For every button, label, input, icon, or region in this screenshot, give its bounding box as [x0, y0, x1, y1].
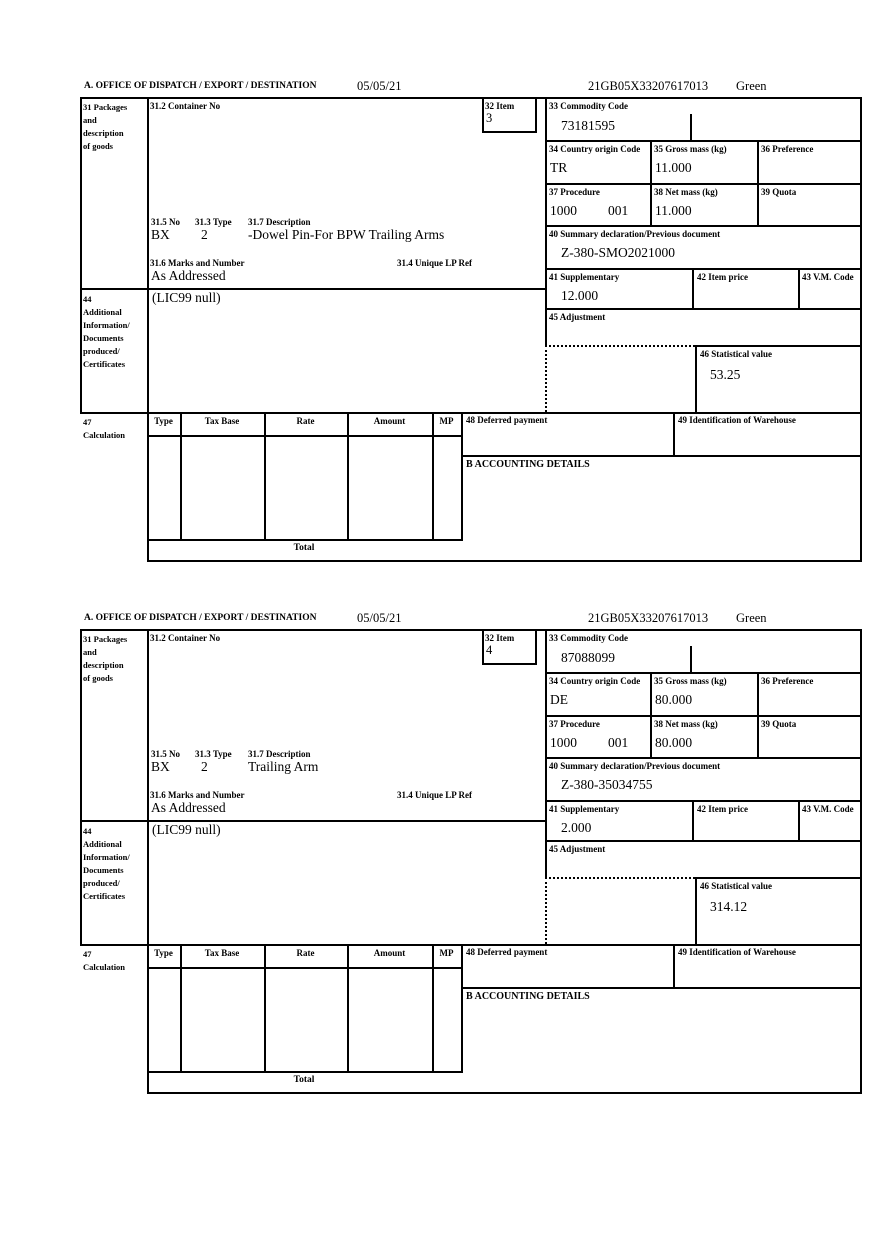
accounting-details-label: B ACCOUNTING DETAILS: [466, 459, 590, 470]
office-of-dispatch-label: A. OFFICE OF DISPATCH / EXPORT / DESTINATION: [84, 81, 317, 91]
divider: [798, 800, 800, 840]
supplementary-label: 41 Supplementary: [549, 272, 620, 282]
divider: [695, 345, 860, 347]
procedure-value: 1000: [550, 203, 577, 218]
commodity-code-label: 33 Commodity Code: [549, 101, 628, 111]
summary-declaration-value: Z-380-35034755: [561, 777, 653, 792]
divider: [461, 412, 463, 539]
calc-header-type: Type: [154, 416, 173, 426]
divider: [147, 629, 149, 1094]
vm-code-label: 43 V.M. Code: [802, 272, 854, 282]
description-label: 31.7 Description: [248, 217, 311, 227]
package-no-value: BX: [151, 227, 170, 242]
statistical-value-label: 46 Statistical value: [700, 349, 772, 359]
divider: [180, 412, 182, 539]
divider: [147, 1092, 862, 1094]
divider: [695, 345, 697, 412]
divider: [757, 140, 759, 225]
divider: [545, 183, 860, 185]
dotted-divider: [545, 877, 547, 944]
box44-additional-info-label: 44 Additional Information/ Documents produced/ Certificates: [83, 826, 130, 901]
divider: [80, 629, 82, 946]
marks-value: As Addressed: [151, 268, 226, 283]
statistical-value-label: 46 Statistical value: [700, 881, 772, 891]
declaration-reference: 21GB05X33207617013: [588, 611, 709, 625]
country-origin-label: 34 Country origin Code: [549, 676, 641, 686]
supplementary-value: 12.000: [561, 288, 599, 303]
divider: [80, 288, 545, 290]
divider: [147, 1071, 463, 1073]
divider: [692, 268, 694, 308]
warehouse-id-label: 49 Identification of Warehouse: [678, 415, 796, 425]
office-of-dispatch-label: A. OFFICE OF DISPATCH / EXPORT / DESTINATION: [84, 613, 317, 623]
divider: [545, 800, 860, 802]
divider: [80, 97, 82, 414]
gross-mass-value: 80.000: [655, 692, 693, 707]
procedure-additional-value: 001: [608, 735, 629, 750]
divider: [545, 308, 860, 310]
divider: [673, 944, 675, 987]
calc-header-amount: Amount: [373, 416, 406, 426]
item-number-value: 4: [486, 643, 493, 657]
declaration-item-block-1: [80, 79, 862, 564]
item-label: 32 Item: [485, 633, 515, 643]
item-price-label: 42 Item price: [697, 804, 748, 814]
warehouse-id-label: 49 Identification of Warehouse: [678, 947, 796, 957]
gross-mass-label: 35 Gross mass (kg): [654, 144, 727, 154]
divider: [347, 944, 349, 1071]
package-type-label: 31.3 Type: [195, 217, 232, 227]
package-no-value: BX: [151, 759, 170, 774]
quota-label: 39 Quota: [761, 719, 797, 729]
calc-header-mp: MP: [439, 948, 454, 958]
procedure-value: 1000: [550, 735, 577, 750]
package-no-label: 31.5 No: [151, 749, 180, 759]
calc-header-type: Type: [154, 948, 173, 958]
preference-label: 36 Preference: [761, 144, 814, 154]
divider: [147, 560, 862, 562]
box47-calculation-label: 47 Calculation: [83, 417, 126, 440]
procedure-label: 37 Procedure: [549, 719, 600, 729]
country-origin-label: 34 Country origin Code: [549, 144, 641, 154]
marks-label: 31.6 Marks and Number: [150, 258, 245, 268]
divider: [461, 455, 862, 457]
calc-header-rate: Rate: [296, 416, 315, 426]
item-price-label: 42 Item price: [697, 272, 748, 282]
dispatch-date: 05/05/21: [357, 79, 402, 93]
net-mass-label: 38 Net mass (kg): [654, 187, 718, 197]
description-value: Trailing Arm: [248, 759, 319, 774]
divider: [432, 944, 434, 1071]
calc-header-tax-base: Tax Base: [204, 416, 240, 426]
summary-declaration-value: Z-380-SMO2021000: [561, 245, 675, 260]
divider: [545, 715, 860, 717]
summary-declaration-label: 40 Summary declaration/Previous document: [549, 229, 721, 239]
divider: [545, 225, 860, 227]
package-no-label: 31.5 No: [151, 217, 180, 227]
divider: [650, 672, 652, 757]
divider: [650, 140, 652, 225]
vm-code-label: 43 V.M. Code: [802, 804, 854, 814]
divider: [80, 629, 862, 631]
divider: [180, 944, 182, 1071]
box31-packages-label: 31 Packages and description of goods: [83, 634, 128, 683]
routing-status: Green: [736, 611, 767, 625]
description-value: -Dowel Pin-For BPW Trailing Arms: [248, 227, 445, 242]
package-type-value: 2: [201, 759, 208, 774]
divider: [80, 820, 545, 822]
country-origin-value: TR: [550, 160, 568, 175]
dotted-divider: [545, 877, 695, 879]
commodity-code-tick: [690, 646, 692, 672]
divider: [798, 268, 800, 308]
package-type-value: 2: [201, 227, 208, 242]
gross-mass-label: 35 Gross mass (kg): [654, 676, 727, 686]
declaration-reference: 21GB05X33207617013: [588, 79, 709, 93]
divider: [80, 412, 862, 414]
divider: [695, 877, 860, 879]
calc-header-tax-base: Tax Base: [204, 948, 240, 958]
divider: [545, 140, 860, 142]
divider: [80, 97, 862, 99]
additional-info-value: (LIC99 null): [152, 290, 221, 305]
package-type-label: 31.3 Type: [195, 749, 232, 759]
divider: [432, 412, 434, 539]
deferred-payment-label: 48 Deferred payment: [466, 947, 548, 957]
divider: [347, 412, 349, 539]
description-label: 31.7 Description: [248, 749, 311, 759]
statistical-value: 53.25: [710, 367, 741, 382]
procedure-label: 37 Procedure: [549, 187, 600, 197]
divider: [860, 629, 862, 1094]
item-label: 32 Item: [485, 101, 515, 111]
divider: [757, 672, 759, 757]
divider: [692, 800, 694, 840]
supplementary-label: 41 Supplementary: [549, 804, 620, 814]
divider: [147, 539, 463, 541]
commodity-code-value: 87088099: [561, 650, 615, 665]
container-no-label: 31.2 Container No: [150, 101, 221, 111]
divider: [461, 987, 862, 989]
marks-label: 31.6 Marks and Number: [150, 790, 245, 800]
divider: [147, 967, 463, 969]
adjustment-label: 45 Adjustment: [549, 312, 606, 322]
divider: [545, 840, 860, 842]
declaration-item-block-2: [80, 611, 862, 1096]
item-number-value: 3: [486, 111, 493, 125]
unique-lp-ref-label: 31.4 Unique LP Ref: [397, 258, 473, 268]
divider: [147, 97, 149, 562]
dotted-divider: [545, 345, 695, 347]
box31-packages-label: 31 Packages and description of goods: [83, 102, 128, 151]
additional-info-value: (LIC99 null): [152, 822, 221, 837]
divider: [673, 412, 675, 455]
divider: [545, 757, 860, 759]
country-origin-value: DE: [550, 692, 568, 707]
commodity-code-tick: [690, 114, 692, 140]
deferred-payment-label: 48 Deferred payment: [466, 415, 548, 425]
statistical-value: 314.12: [710, 899, 748, 914]
divider: [545, 672, 860, 674]
dotted-divider: [545, 345, 547, 412]
calc-header-amount: Amount: [373, 948, 406, 958]
container-no-label: 31.2 Container No: [150, 633, 221, 643]
net-mass-value: 11.000: [655, 203, 692, 218]
marks-value: As Addressed: [151, 800, 226, 815]
summary-declaration-label: 40 Summary declaration/Previous document: [549, 761, 721, 771]
net-mass-label: 38 Net mass (kg): [654, 719, 718, 729]
total-label: Total: [293, 1075, 315, 1085]
divider: [545, 268, 860, 270]
divider: [147, 435, 463, 437]
gross-mass-value: 11.000: [655, 160, 692, 175]
divider: [461, 944, 463, 1071]
routing-status: Green: [736, 79, 767, 93]
divider: [264, 944, 266, 1071]
calc-header-rate: Rate: [296, 948, 315, 958]
box47-calculation-label: 47 Calculation: [83, 949, 126, 972]
unique-lp-ref-label: 31.4 Unique LP Ref: [397, 790, 473, 800]
divider: [860, 97, 862, 562]
commodity-code-value: 73181595: [561, 118, 615, 133]
accounting-details-label: B ACCOUNTING DETAILS: [466, 991, 590, 1002]
preference-label: 36 Preference: [761, 676, 814, 686]
dispatch-date: 05/05/21: [357, 611, 402, 625]
divider: [264, 412, 266, 539]
supplementary-value: 2.000: [561, 820, 592, 835]
total-label: Total: [293, 543, 315, 553]
box44-additional-info-label: 44 Additional Information/ Documents produced/ Certificates: [83, 294, 130, 369]
net-mass-value: 80.000: [655, 735, 693, 750]
divider: [80, 944, 862, 946]
commodity-code-label: 33 Commodity Code: [549, 633, 628, 643]
adjustment-label: 45 Adjustment: [549, 844, 606, 854]
quota-label: 39 Quota: [761, 187, 797, 197]
procedure-additional-value: 001: [608, 203, 629, 218]
calc-header-mp: MP: [439, 416, 454, 426]
divider: [695, 877, 697, 944]
